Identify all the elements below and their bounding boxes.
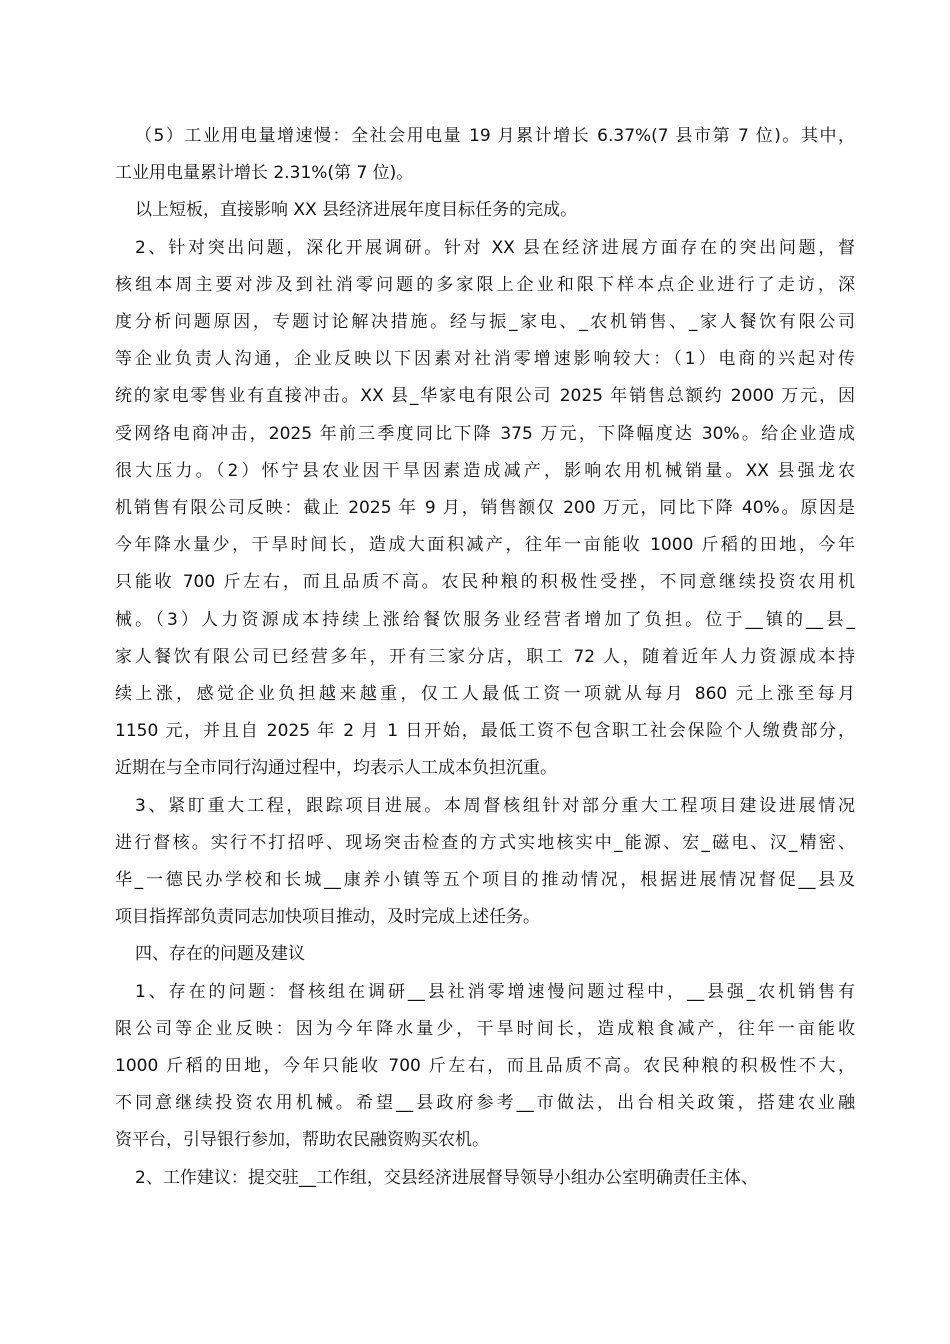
text-line: 进行督核。实行不打招呼、现场突击检查的方式实地核实中_能源、宏_磁电、汉_精密、 xyxy=(115,832,855,853)
paragraph-section4-title xyxy=(115,936,855,973)
paragraph-problems xyxy=(115,974,855,1160)
text-line: 只能收 700 斤左右，而且品质不高。农民种粮的积极性受挫，不同意继续投资农用机 xyxy=(115,572,855,593)
text-line: 资平台，引导银行参加，帮助农民融资购买农机。 xyxy=(115,1130,489,1151)
document-body xyxy=(115,118,855,1197)
text-line: 限公司等企业反映：因为今年降水量少，干旱时间长，造成粮食减产，往年一亩能收 xyxy=(115,1018,855,1039)
text-line: 机销售有限公司反映：截止 2025 年 9 月，销售额仅 200 万元，同比下降 40%。原因是 xyxy=(115,498,855,519)
text-line: 工业用电量累计增长 2.31%(第 7 位)。 xyxy=(115,163,414,184)
paragraph-research xyxy=(115,230,855,788)
paragraph-industrial-power xyxy=(115,118,855,192)
text-line: 统的家电零售业有直接冲击。XX 县_华家电有限公司 2025 年销售总额约 2000 万元，因 xyxy=(115,386,855,407)
text-line: 1150 元，并且自 2025 年 2 月 1 日开始，最低工资不包含职工社会保险个人缴费部分， xyxy=(115,721,855,742)
text-line: （5）工业用电量增速慢：全社会用电量 19 月累计增长 6.37%(7 县市第 7 位)。其中， xyxy=(135,126,855,146)
text-line: 受网络电商冲击，2025 年前三季度同比下降 375 万元，下降幅度达 30%。给企业造成 xyxy=(115,423,855,444)
text-line: 很大压力。（2）怀宁县农业因干旱因素造成减产，影响农用机械销量。XX 县强龙农 xyxy=(115,460,855,481)
text-line: 近期在与全市同行沟通过程中，均表示人工成本负担沉重。 xyxy=(115,758,557,779)
text-line: 2、针对突出问题，深化开展调研。针对 XX 县在经济进展方面存在的突出问题，督 xyxy=(135,237,855,258)
text-line: 械。（3）人力资源成本持续上涨给餐饮服务业经营者增加了负担。位于__镇的__县_ xyxy=(115,609,855,630)
text-line: 项目指挥部负责同志加快项目推动，及时完成上述任务。 xyxy=(115,907,540,928)
text-line: 今年降水量少，干旱时间长，造成大面积减产，往年一亩能收 1000 斤稻的田地，今年 xyxy=(115,535,855,556)
paragraph-suggestions xyxy=(115,1160,855,1197)
text-line: 等企业负责人沟通，企业反映以下因素对社消零增速影响较大：（1）电商的兴起对传 xyxy=(115,349,855,370)
text-line: 以上短板，直接影响 XX 县经济进展年度目标任务的完成。 xyxy=(135,200,578,221)
paragraph-summary xyxy=(115,192,855,229)
paragraph-projects xyxy=(115,788,855,937)
text-line: 华_一德民办学校和长城__康养小镇等五个项目的推动情况，根据进展情况督促__县及 xyxy=(115,870,855,891)
text-line: 1、存在的问题：督核组在调研__县社消零增速慢问题过程中，__县强_农机销售有 xyxy=(135,981,855,1002)
text-line: 度分析问题原因，专题讨论解决措施。经与振_家电、_农机销售、_家人餐饮有限公司 xyxy=(115,312,855,333)
text-line: 核组本周主要对涉及到社消零问题的多家限上企业和限下样本点企业进行了走访，深 xyxy=(115,274,855,295)
text-line: 家人餐饮有限公司已经营多年，开有三家分店，职工 72 人，随着近年人力资源成本持 xyxy=(115,646,855,667)
text-line: 续上涨，感觉企业负担越来越重，仅工人最低工资一项就从每月 860 元上涨至每月 xyxy=(115,684,855,705)
text-line: 不同意继续投资农用机械。希望__县政府参考__市做法，出台相关政策，搭建农业融 xyxy=(115,1093,855,1114)
text-line: 2、工作建议：提交驻__工作组，交县经济进展督导领导小组办公室明确责任主体、 xyxy=(135,1167,758,1188)
text-line: 3、紧盯重大工程，跟踪项目进展。本周督核组针对部分重大工程项目建设进展情况 xyxy=(135,795,855,816)
text-line: 四、存在的问题及建议 xyxy=(135,944,305,965)
text-line: 1000 斤稻的田地，今年只能收 700 斤左右，而且品质不高。农民种粮的积极性不大， xyxy=(115,1056,855,1077)
